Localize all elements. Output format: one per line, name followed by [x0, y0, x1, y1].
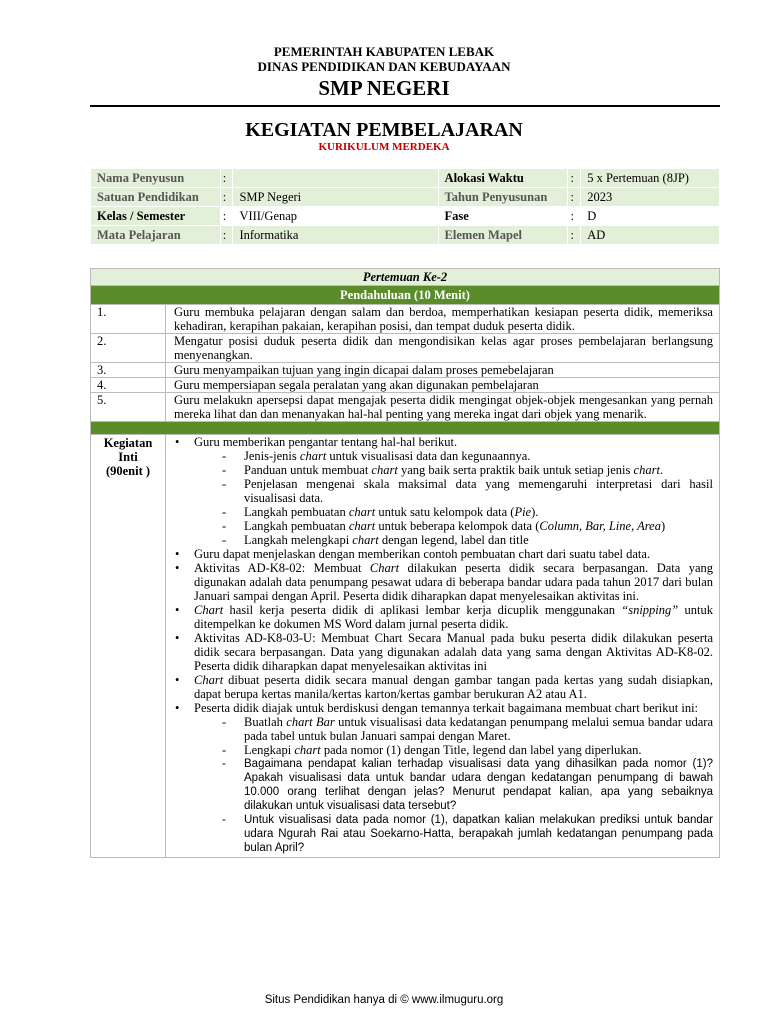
sub-item	[194, 519, 713, 533]
value-tahun-penyusunan: 2023	[581, 188, 720, 207]
pertemuan-heading: Pertemuan Ke-2	[91, 269, 720, 286]
italic-text: Pie	[514, 505, 532, 519]
italic-text: chart	[633, 463, 660, 477]
italic-text: chart	[294, 743, 321, 757]
kegiatan-inti-label	[91, 435, 166, 858]
text: Jenis-jenis	[244, 449, 300, 463]
item-number: 4.	[91, 378, 166, 393]
text: pada nomor (1) dengan Title, legend dan label yang diperlukan.	[320, 743, 642, 757]
text: Buatlah	[244, 715, 287, 729]
school-name: SMP NEGERI	[318, 76, 450, 100]
sub-item: - Untuk visualisasi data pada nomor (1), dapatkan kalian melakukan prediksi untuk bandar udara Ngurah Rai atau Soekarno-Hatta, berapakah jumlah kedatangan penumpang pada bulan April?	[194, 813, 713, 855]
label-satuan-pendidikan: Satuan Pendidikan	[91, 188, 221, 207]
text: yang baik serta praktik baik untuk setiap jenis	[397, 463, 634, 477]
colon: :	[568, 226, 581, 245]
italic-text: chart Bar	[286, 715, 335, 729]
label-nama-penyusun: Nama Penyusun	[91, 169, 221, 188]
text: Langkah melengkapi	[244, 533, 353, 547]
item-text: Mengatur posisi duduk peserta didik dan mengondisikan kelas agar proses pembelajaran berlangsung menyenangkan.	[166, 334, 720, 363]
value-nama-penyusun	[233, 169, 438, 188]
value-satuan-pendidikan: SMP Negeri	[233, 188, 438, 207]
text: dibuat peserta didik secara manual dengan gambar tangan pada kertas yang sudah disiapkan, dapat berupa kertas manila/kertas karton/kertas gambar berukuran A2 atau A1.	[194, 673, 713, 701]
item-text: Guru mempersiapan segala peralatan yang akan digunakan pembelajaran	[166, 378, 720, 393]
sub-item: - Bagaimana pendapat kalian terhadap visualisasi data yang dihasilkan pada nomor (1)? Apakah visualisasi data untuk bandar udara dengan kedatangan penumpang di bawah 10.000 orang terlihat dengan jelas? Menurut pendapat kalian, apa yang sebaiknya dilakukan untuk visualisasi data tersebut?	[194, 757, 713, 813]
text: Aktivitas AD-K8-02: Membuat	[194, 561, 370, 575]
kegiatan-inti-title: Kegiatan Inti	[103, 436, 153, 464]
department-line: DINAS PENDIDIKAN DAN KEBUDAYAAN	[257, 59, 511, 74]
label-mata-pelajaran: Mata Pelajaran	[91, 226, 221, 245]
item-number: 1.	[91, 305, 166, 334]
list-item	[91, 363, 720, 378]
italic-text: “snipping”	[621, 603, 679, 617]
list-item: • Guru dapat menjelaskan dengan memberikan contoh pembuatan chart dari suatu tabel data.	[172, 547, 713, 561]
text: untuk visualisasi data dan kegunaannya.	[326, 449, 531, 463]
info-table	[90, 168, 720, 245]
sub-item: - Penjelasan mengenai skala maksimal data yang memengaruhi interpretasi dari hasil visualisasi data.	[194, 477, 713, 505]
colon: :	[568, 207, 581, 226]
label-tahun-penyusunan: Tahun Penyusunan	[438, 188, 568, 207]
list-item	[91, 334, 720, 363]
item-text: Guru melakukn apersepsi dapat mengajak peserta didik mengingat objek-objek mengesankan yang pernah mereka lihat dan dan menanyakan hal-hal penting yang mereka ingat dari objek yang menarik.	[166, 393, 720, 422]
text: untuk ditempelkan ke dokumen MS Word dalam jurnal peserta didik.	[194, 603, 713, 631]
sub-item	[194, 743, 713, 757]
item-number: 3.	[91, 363, 166, 378]
colon: :	[220, 226, 233, 245]
colon: :	[568, 188, 581, 207]
italic-text: chart	[348, 519, 376, 533]
text: Panduan untuk membuat	[244, 463, 372, 477]
label-kelas-semester: Kelas / Semester	[91, 207, 221, 226]
kegiatan-inti-content	[166, 435, 720, 858]
colon: :	[568, 169, 581, 188]
item-text: Guru membuka pelajaran dengan salam dan berdoa, memperhatikan kesiapan peserta didik, memeriksa kehadiran, kerapihan pakaian, kerapihan posisi, dan tempat duduk peserta didik.	[166, 305, 720, 334]
text: .	[659, 463, 664, 477]
text: hasil kerja peserta didik di aplikasi lembar kerja dicuplik menggunakan	[223, 603, 622, 617]
item-text: Guru menyampaikan tujuan yang ingin dicapai dalam proses pemebelajaran	[166, 363, 720, 378]
section-divider	[91, 422, 720, 435]
text: untuk satu kelompok data (	[375, 505, 515, 519]
bullet-text: Guru memberikan pengantar tentang hal-hal berikut.	[194, 435, 458, 449]
list-item	[91, 378, 720, 393]
sub-item	[194, 533, 713, 547]
text: Langkah pembuatan	[244, 519, 349, 533]
text: Langkah pembuatan	[244, 505, 349, 519]
text: )	[660, 519, 666, 533]
list-item: • Aktivitas AD-K8-03-U: Membuat Chart Secara Manual pada buku peserta didik dilakukan peserta didik secara berpasangan. Data yang digunakan adalah data yang sama dengan Aktivitas AD-K8-02. Peserta didik diharapkan dapat menyelesaikan aktivitas ini	[172, 631, 713, 673]
list-item	[91, 305, 720, 334]
activity-list	[172, 435, 713, 855]
footer-text: Situs Pendidikan hanya di © www.ilmuguru.org	[264, 994, 504, 1006]
text: untuk visualisasi data kedatangan penumpang melalui semua bandar udara pada tabel untuk bulan Januari sampai dengan Maret.	[244, 715, 713, 743]
kegiatan-inti-duration: (90enit )	[105, 464, 151, 478]
value-fase: D	[581, 207, 720, 226]
list-item	[172, 701, 713, 855]
colon: :	[220, 169, 233, 188]
list-item	[172, 435, 713, 547]
lesson-table	[90, 268, 720, 858]
value-alokasi-waktu: 5 x Pertemuan (8JP)	[581, 169, 720, 188]
sub-item	[194, 505, 713, 519]
value-kelas-semester: VIII/Genap	[233, 207, 438, 226]
label-fase: Fase	[438, 207, 568, 226]
document-header	[0, 44, 768, 101]
text: untuk beberapa kelompok data (	[375, 519, 540, 533]
sub-item	[194, 715, 713, 743]
sub-item	[194, 463, 713, 477]
italic-text: Chart	[194, 673, 224, 687]
pendahuluan-heading: Pendahuluan (10 Menit)	[91, 286, 720, 305]
italic-text: Column, Bar, Line, Area	[539, 519, 661, 533]
text: Lengkapi	[244, 743, 295, 757]
italic-text: chart	[352, 533, 379, 547]
text: ).	[531, 505, 539, 519]
page-subtitle: KURIKULUM MERDEKA	[318, 141, 450, 153]
italic-text: Chart	[194, 603, 224, 617]
label-elemen-mapel: Elemen Mapel	[438, 226, 568, 245]
header-divider	[90, 105, 720, 107]
list-item	[172, 673, 713, 701]
italic-text: chart	[348, 505, 376, 519]
value-mata-pelajaran: Informatika	[233, 226, 438, 245]
government-line: PEMERINTAH KABUPATEN LEBAK	[273, 44, 495, 59]
italic-text: Chart	[369, 561, 400, 575]
value-elemen-mapel: AD	[581, 226, 720, 245]
text: dilakukan peserta didik secara berpasangan. Data yang digunakan adalah data penumpang pesawat udara di beberapa bandar udara pada tahun 2017 dari bulan Januari sampai dengan April. Peserta didik diharapkan dapat menyelesaikan aktivitas ini.	[194, 561, 713, 603]
list-item	[172, 561, 713, 603]
list-item	[172, 603, 713, 631]
label-alokasi-waktu: Alokasi Waktu	[438, 169, 568, 188]
item-number: 2.	[91, 334, 166, 363]
text: dengan legend, label dan title	[378, 533, 529, 547]
list-item	[91, 393, 720, 422]
colon: :	[220, 188, 233, 207]
colon: :	[220, 207, 233, 226]
italic-text: chart	[371, 463, 398, 477]
item-number: 5.	[91, 393, 166, 422]
bullet-text: Peserta didik diajak untuk berdiskusi dengan temannya terkait bagaimana membuat chart berikut ini:	[194, 701, 699, 715]
italic-text: chart	[299, 449, 327, 463]
page-title: KEGIATAN PEMBELAJARAN	[245, 119, 523, 141]
sub-item	[194, 449, 713, 463]
